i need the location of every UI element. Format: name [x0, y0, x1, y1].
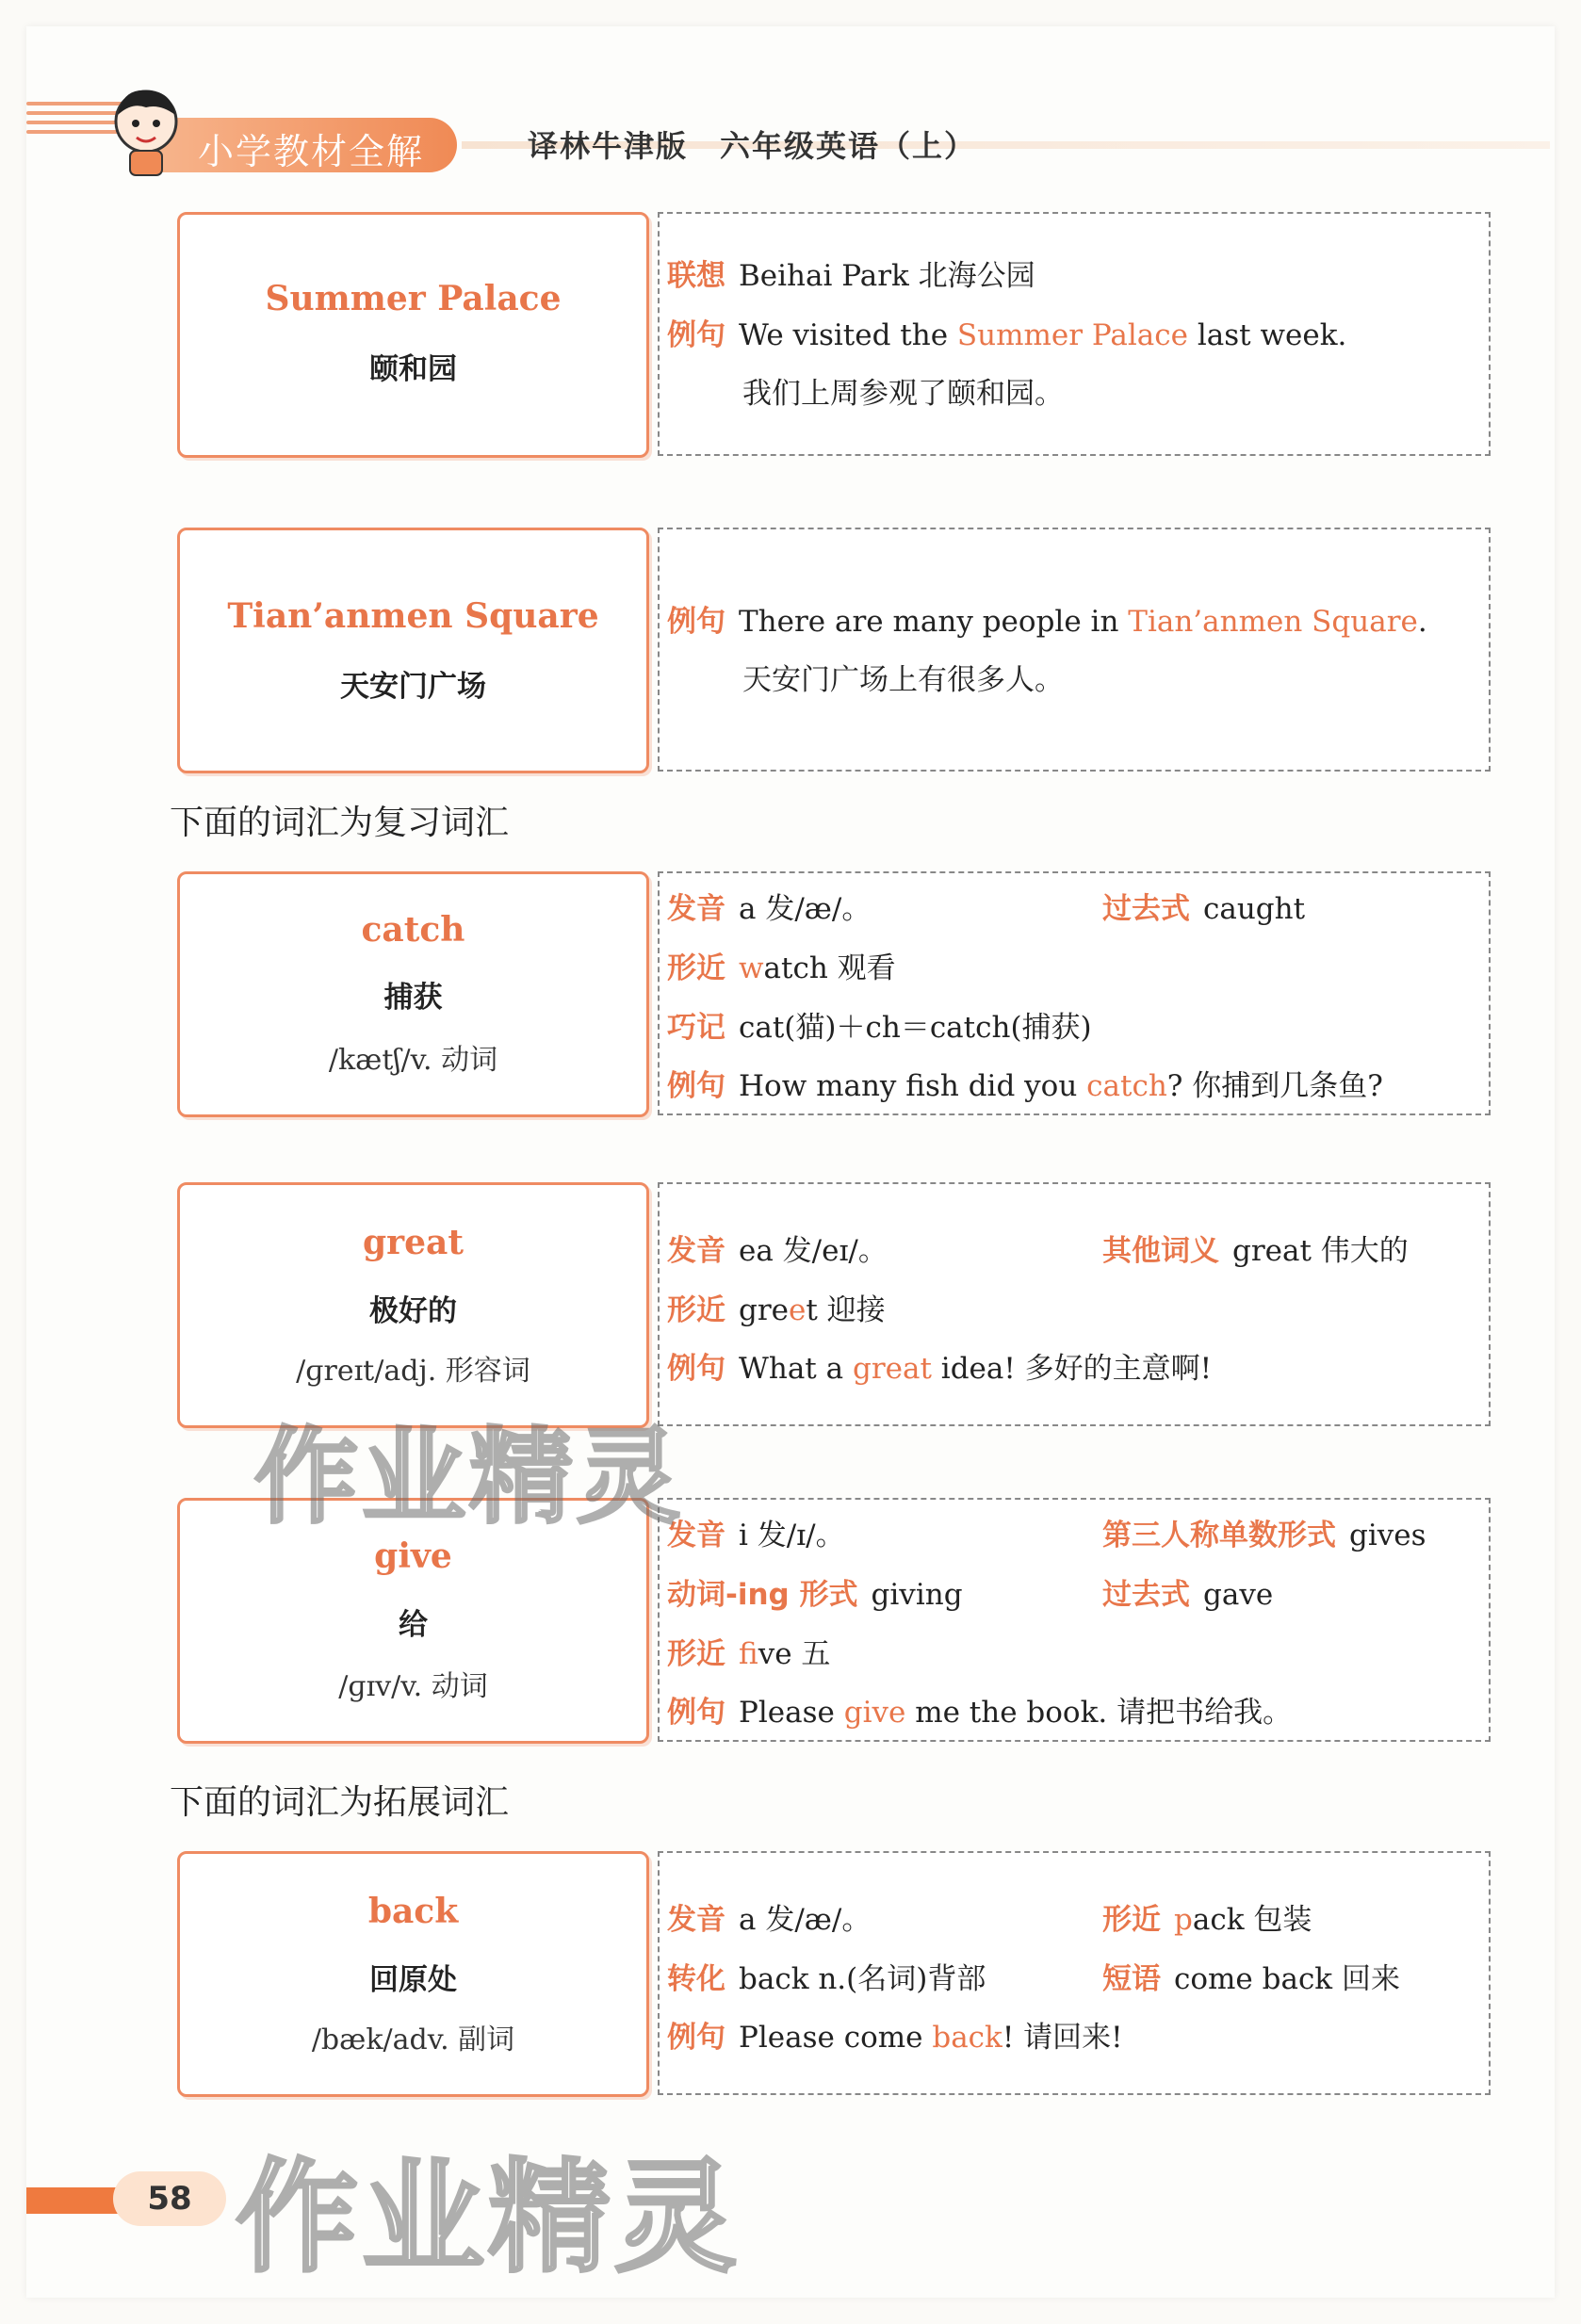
past-label: 过去式 [1102, 892, 1190, 926]
pron-label: 发音 [667, 1234, 725, 1268]
example-highlight: back [932, 2021, 1002, 2055]
similar-text: atch 观看 [763, 951, 896, 985]
similar-row [1102, 1895, 1312, 1938]
example-pre: How many fish did you [739, 1069, 1087, 1103]
third-person-text: gives [1349, 1519, 1426, 1552]
info-card-give [658, 1498, 1491, 1742]
word-zh: 极好的 [369, 1294, 457, 1328]
similar-text: ive 五 [758, 1637, 831, 1671]
word-zh: 颐和园 [369, 352, 457, 386]
example-highlight: give [843, 1696, 906, 1730]
similar-row [667, 1630, 830, 1672]
word-phonetic: /kætʃ/v. 动词 [328, 1044, 498, 1077]
pron-text: ea 发/eɪ/。 [739, 1234, 888, 1268]
phrase-text: come back 回来 [1174, 1962, 1400, 1996]
watermark: 作业精灵 [254, 1417, 684, 1537]
conversion-row [667, 1955, 986, 1997]
pron-text: i 发/ɪ/。 [739, 1519, 845, 1552]
phrase-row [1102, 1955, 1400, 1997]
past-label: 过去式 [1102, 1578, 1190, 1612]
example-label: 例句 [667, 605, 725, 639]
third-person-row [1102, 1511, 1426, 1553]
example-label: 例句 [667, 2021, 725, 2055]
example-highlight: Tian’anmen Square [1128, 605, 1418, 639]
example-label: 例句 [667, 1696, 725, 1730]
similar-row [667, 1286, 886, 1328]
example-post: ? 你捕到几条鱼? [1166, 1069, 1383, 1103]
example-pre: Please [739, 1696, 844, 1730]
word-zh: 回原处 [369, 1963, 457, 1997]
example-label: 例句 [667, 318, 725, 352]
example-post: last week. [1188, 318, 1347, 352]
mnemonic-row [667, 1003, 1092, 1046]
example-pre: There are many people in [739, 605, 1129, 639]
past-row [1102, 1570, 1273, 1613]
example-row [667, 1062, 1383, 1104]
example-row [667, 311, 1346, 353]
past-row [1102, 885, 1305, 927]
example-pre: Please come [739, 2021, 933, 2055]
assoc-label: 联想 [667, 259, 725, 293]
example-highlight: catch [1086, 1069, 1167, 1103]
footer-bar [26, 2187, 125, 2214]
pron-row [667, 1895, 871, 1938]
example-post: idea! 多好的主意啊! [931, 1352, 1213, 1386]
example-highlight: great [852, 1352, 932, 1386]
phrase-label: 短语 [1102, 1962, 1161, 1996]
info-card-summer-palace [658, 212, 1491, 456]
word-phonetic: /bæk/adv. 副词 [311, 2023, 515, 2056]
info-card-catch [658, 871, 1491, 1115]
example-post: . [1417, 605, 1427, 639]
pron-label: 发音 [667, 1519, 725, 1552]
brand-title: 小学教材全解 [198, 131, 425, 172]
similar-pre: gre [739, 1293, 790, 1327]
word-en: Tian’anmen Square [227, 596, 599, 636]
example-post: ! 请回来! [1002, 2021, 1123, 2055]
similar-highlight: e [789, 1293, 807, 1327]
past-text: caught [1203, 892, 1306, 926]
pron-row [667, 885, 871, 927]
example-label: 例句 [667, 1069, 725, 1103]
word-zh: 天安门广场 [340, 670, 486, 704]
mascot-icon [94, 79, 198, 183]
third-person-label: 第三人称单数形式 [1102, 1519, 1336, 1552]
word-card-great [177, 1182, 649, 1428]
word-phonetic: /ɡɪv/v. 动词 [338, 1670, 488, 1703]
past-text: gave [1203, 1578, 1274, 1612]
page-number: 58 [113, 2171, 226, 2226]
similar-post: t 迎接 [806, 1293, 886, 1327]
similar-highlight: f [739, 1637, 758, 1671]
info-card-tiananmen [658, 528, 1491, 772]
word-en: Summer Palace [265, 279, 562, 318]
example-row [667, 2013, 1123, 2056]
example-translation: 天安门广场上有很多人。 [742, 663, 1064, 697]
word-card-summer-palace [177, 212, 649, 458]
mnemonic-text: cat(猫)＋ch＝catch(捕获) [739, 1011, 1092, 1045]
assoc-text: Beihai Park 北海公园 [739, 259, 1035, 293]
pron-text: a 发/æ/。 [739, 892, 872, 926]
ing-row [667, 1570, 963, 1613]
other-meaning-label: 其他词义 [1102, 1234, 1219, 1268]
example-translation: 我们上周参观了颐和园。 [742, 377, 1064, 411]
example-label: 例句 [667, 1352, 725, 1386]
example-row [667, 1344, 1212, 1387]
word-zh: 给 [399, 1608, 428, 1642]
ing-label: 动词-ing 形式 [667, 1578, 858, 1612]
word-card-tiananmen [177, 528, 649, 773]
assoc-row [667, 252, 1035, 294]
section-title-extension: 下面的词汇为拓展词汇 [170, 1783, 510, 1822]
example-pre: What a [739, 1352, 853, 1386]
similar-highlight: w [739, 951, 764, 985]
book-title: 译林牛津版 六年级英语（上） [528, 128, 977, 164]
pron-label: 发音 [667, 1903, 725, 1937]
section-title-review: 下面的词汇为复习词汇 [170, 804, 510, 842]
word-zh: 捕获 [383, 981, 443, 1015]
example-row [667, 597, 1427, 640]
similar-label: 形近 [667, 951, 725, 985]
watermark: 作业精灵 [236, 2146, 742, 2289]
example-highlight: Summer Palace [956, 318, 1188, 352]
similar-text: ack 包装 [1192, 1903, 1312, 1937]
example-row [667, 1688, 1292, 1731]
conversion-text: back n.(名词)背部 [739, 1962, 986, 1996]
similar-label: 形近 [667, 1637, 725, 1671]
word-card-catch [177, 871, 649, 1117]
word-en: give [374, 1536, 452, 1576]
info-card-great [658, 1182, 1491, 1426]
word-phonetic: /ɡreɪt/adj. 形容词 [296, 1355, 530, 1388]
pron-label: 发音 [667, 892, 725, 926]
word-en: great [363, 1223, 464, 1262]
word-card-back [177, 1851, 649, 2097]
conversion-label: 转化 [667, 1962, 725, 1996]
pron-text: a 发/æ/。 [739, 1903, 872, 1937]
word-en: catch [361, 910, 465, 950]
info-card-back [658, 1851, 1491, 2095]
similar-label: 形近 [1102, 1903, 1161, 1937]
example-post: me the book. 请把书给我。 [905, 1696, 1293, 1730]
pron-row [667, 1227, 888, 1269]
word-en: back [367, 1892, 459, 1931]
ing-text: giving [871, 1578, 963, 1612]
other-meaning-row [1102, 1227, 1409, 1269]
example-pre: We visited the [739, 318, 957, 352]
mnemonic-label: 巧记 [667, 1011, 725, 1045]
pron-row [667, 1511, 845, 1553]
similar-highlight: p [1174, 1903, 1193, 1937]
other-meaning-text: great 伟大的 [1232, 1234, 1409, 1268]
similar-label: 形近 [667, 1293, 725, 1327]
similar-row [667, 944, 896, 986]
